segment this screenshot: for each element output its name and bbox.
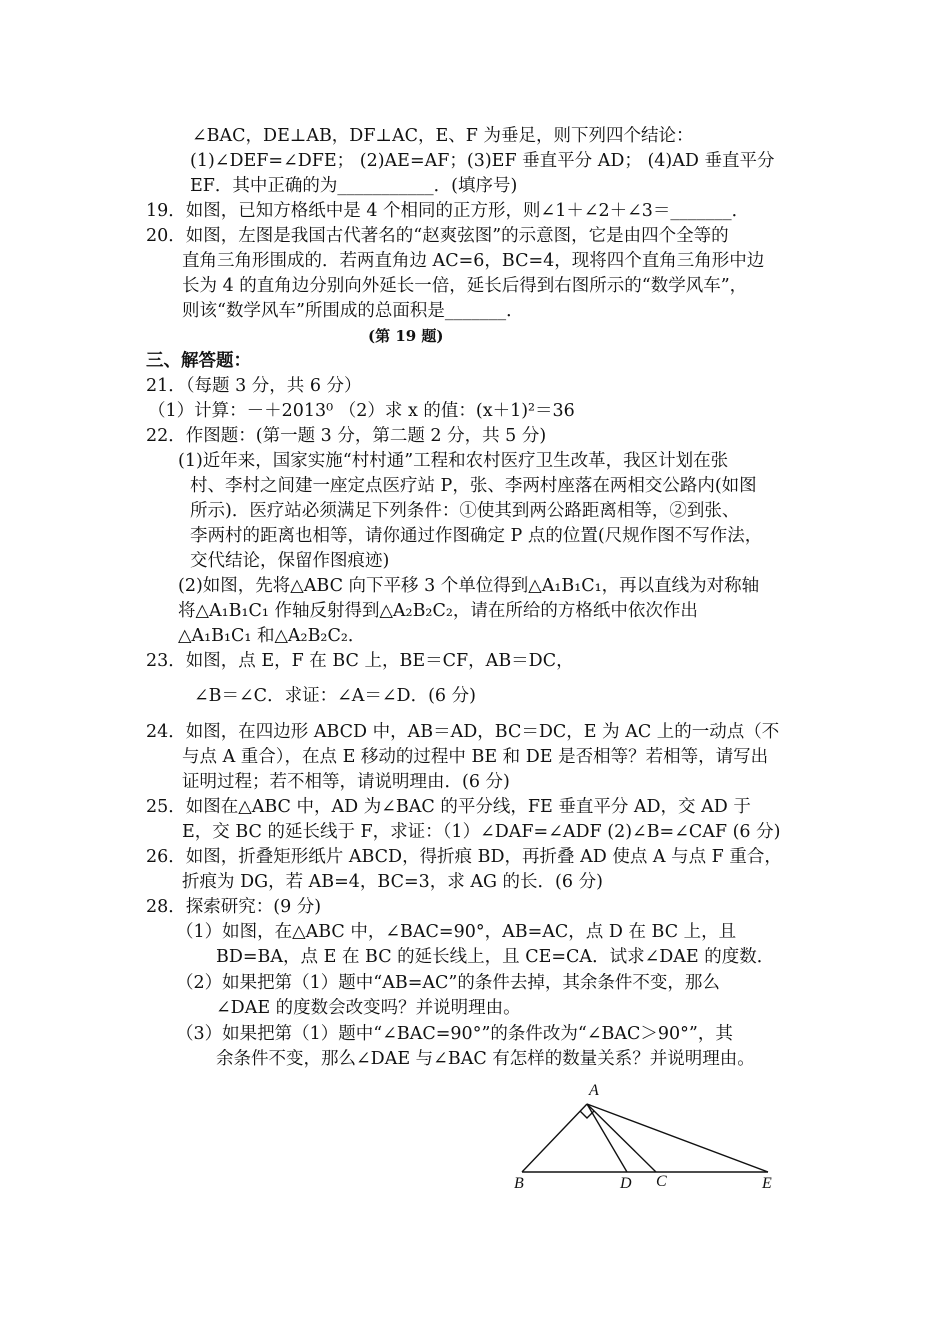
q21-line2: （1）计算：－＋2013⁰ （2）求 x 的值：(x＋1)²＝36 (148, 401, 575, 421)
q24-line1: 24．如图，在四边形 ABCD 中，AB＝AD，BC＝DC，E 为 AC 上的一动点（不 (146, 722, 780, 742)
q22-line9: △A₁B₁C₁ 和△A₂B₂C₂． (178, 626, 366, 646)
q21-line1: 21．（每题 3 分，共 6 分） (146, 376, 362, 396)
label-c: C (656, 1173, 667, 1190)
q20-line2: 直角三角形围成的．若两直角边 AC=6，BC=4，现将四个直角三角形中边 (182, 251, 765, 271)
figure-caption-q19: (第 19 题) (368, 327, 444, 345)
q20-line1: 20．如图，左图是我国古代著名的“赵爽弦图”的示意图，它是由四个全等的 (146, 226, 729, 246)
triangle-figure (500, 1075, 790, 1200)
q20-line4: 则该“数学风车”所围成的总面积是_______． (182, 301, 524, 321)
q22-line1: 22．作图题：(第一题 3 分，第二题 2 分，共 5 分) (146, 426, 547, 446)
q22-line7: (2)如图，先将△ABC 向下平移 3 个单位得到△A₁B₁C₁，再以直线为对称轴 (178, 576, 760, 596)
q22-line3: 村、李村之间建一座定点医疗站 P，张、李两村座落在两相交公路内(如图 (190, 476, 757, 496)
q20-line3: 长为 4 的直角边分别向外延长一倍，延长后得到右图所示的“数学风车”， (182, 276, 748, 296)
q22-line5: 李两村的距离也相等，请你通过作图确定 P 点的位置(尺规作图不写作法， (190, 526, 763, 546)
q23-line1: 23．如图，点 E，F 在 BC 上，BE＝CF，AB＝DC， (146, 651, 574, 671)
label-e: E (762, 1175, 772, 1192)
q22-line4: 所示)．医疗站必须满足下列条件：①使其到两公路距离相等，②到张、 (190, 501, 740, 521)
q26-line1: 26．如图，折叠矩形纸片 ABCD，得折痕 BD，再折叠 AD 使点 A 与点 F 重合， (146, 847, 782, 867)
q18-line3: EF．其中正确的为___________．(填序号) (190, 176, 518, 196)
q25-line2: E，交 BC 的延长线于 F，求证：（1）∠DAF=∠ADF (2)∠B=∠CAF (6 分) (182, 822, 781, 842)
q24-line3: 证明过程；若不相等，请说明理由．(6 分) (182, 772, 510, 792)
section-title: 三、解答题： (146, 351, 251, 371)
q23-line2: ∠B＝∠C．求证：∠A＝∠D．(6 分) (194, 686, 476, 706)
q26-line2: 折痕为 DG，若 AB=4，BC=3，求 AG 的长．(6 分) (182, 872, 603, 892)
q22-line6: 交代结论，保留作图痕迹) (190, 551, 390, 571)
q22-line2: (1)近年来，国家实施“村村通”工程和农村医疗卫生改革，我区计划在张 (178, 451, 729, 471)
q28-line1: 28．探索研究：(9 分) (146, 897, 322, 917)
q24-line2: 与点 A 重合），在点 E 移动的过程中 BE 和 DE 是否相等？若相等，请写出 (182, 747, 769, 767)
q18-line2: (1)∠DEF=∠DFE； (2)AE=AF；(3)EF 垂直平分 AD； (4)AD 垂直平分 (190, 151, 775, 171)
q22-line8: 将△A₁B₁C₁ 作轴反射得到△A₂B₂C₂，请在所给的方格纸中依次作出 (178, 601, 698, 621)
q25-line1: 25．如图在△ABC 中，AD 为∠BAC 的平分线，FE 垂直平分 AD，交 AD 于 (146, 797, 751, 817)
segment-ae (587, 1104, 768, 1172)
q28-line4: （2）如果把第（1）题中“AB=AC”的条件去掉，其余条件不变，那么 (176, 973, 720, 993)
q28-line3: BD=BA，点 E 在 BC 的延长线上，且 CE=CA．试求∠DAE 的度数． (216, 947, 775, 967)
q28-line5: ∠DAE 的度数会改变吗？并说明理由。 (216, 998, 521, 1018)
q19-line1: 19．如图，已知方格纸中是 4 个相同的正方形，则∠1＋∠2＋∠3＝_______． (146, 201, 750, 221)
q28-line6: （3）如果把第（1）题中“∠BAC=90°”的条件改为“∠BAC＞90°”，其 (176, 1024, 733, 1044)
q28-line7: 余条件不变，那么∠DAE 与∠BAC 有怎样的数量关系？并说明理由。 (216, 1049, 755, 1069)
label-d: D (620, 1175, 632, 1192)
q18-line1: ∠BAC，DE⊥AB，DF⊥AC，E、F 为垂足，则下列四个结论： (192, 126, 694, 146)
label-a: A (589, 1082, 599, 1099)
q28-line2: （1）如图，在△ABC 中，∠BAC=90°，AB=AC，点 D 在 BC 上，且 (176, 922, 737, 942)
segment-ab (522, 1104, 587, 1172)
label-b: B (514, 1175, 524, 1192)
